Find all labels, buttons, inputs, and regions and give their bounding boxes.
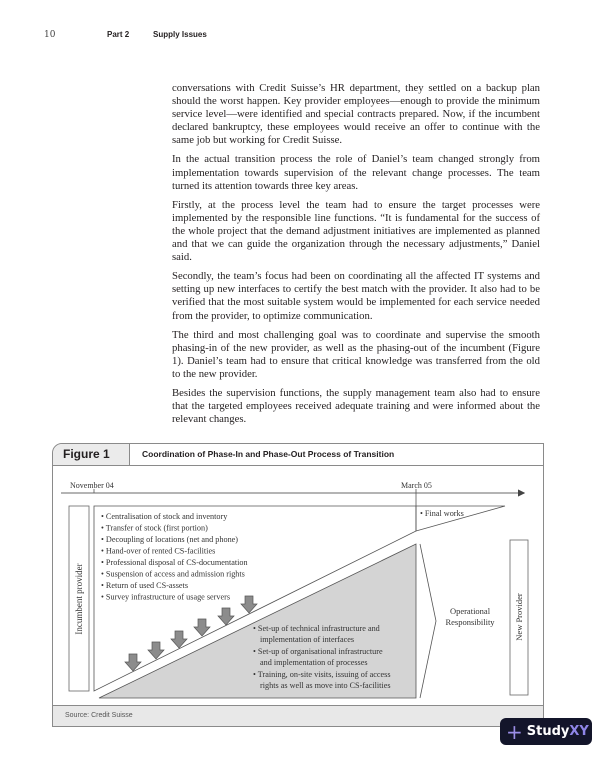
running-head [0,30,612,44]
paragraph: Secondly, the team’s focus had been on coordinating all the affected IT systems and setting up new interfaces to certify the best match with the provider. It also had to be verified that the most suitable system would be implemented for each service needed from the provider, to optimize communication. [172,270,540,322]
plus-icon: + [506,719,523,744]
operational-label: Responsibility [445,617,495,627]
paragraph: conversations with Credit Suisse’s HR department, they settled on a backup plan should the worst happen. Key provider employees—enough to provide the minimum service level—were identified and special contracts prepared. Now, if the incumbent declared bankruptcy, these employees would receive an offer to continue with the same job but working for Credit Suisse. [172,82,540,147]
brand-accent: XY [569,724,589,739]
list-item: • Hand-over of rented CS-facilities [101,546,216,556]
body-text [172,82,540,432]
timeline-end-label: March 05 [401,481,432,490]
studyxy-watermark[interactable] [500,718,592,745]
part-label: Part 2 [107,30,130,39]
page-number: 10 [44,30,56,40]
timeline-start-label: November 04 [70,481,114,490]
paragraph: In the actual transition process the role of Daniel’s team changed strongly from implementation towards supervision of the relevant change processes. The team turned its attention towards three key areas. [172,153,540,192]
list-item: • Training, on-site visits, issuing of access [253,670,391,679]
list-item: • Centralisation of stock and inventory [101,512,228,521]
transition-diagram [53,444,545,728]
figure-1 [52,443,544,727]
paragraph: The third and most challenging goal was to coordinate and supervise the smooth phasing-in of the new provider, as well as the phasing-out of the incumbent (Figure 1). Daniel’s team had to ensure that critical knowledge was transferred from the old to the new provider. [172,328,540,380]
list-item: • Set-up of organisational infrastructure [253,647,383,656]
list-item: • Professional disposal of CS-documentation [101,558,248,567]
list-item-cont: and implementation of processes [260,658,368,667]
list-item: • Transfer of stock (first portion) [101,523,208,533]
paragraph: Firstly, at the process level the team had to ensure the target processes were implemented by the responsible line functions. “It is fundamental for the success of the whole project that the demand adjustment initiatives are implemented as planned and that we can guide the organization through the necessary adjustments,” Daniel said. [172,198,540,264]
section-label: Supply Issues [153,30,207,39]
list-item: • Survey infrastructure of usage servers [101,592,231,602]
list-item: • Set-up of technical infrastructure and [253,624,380,633]
incumbent-provider-label: Incumbent provider [74,563,84,635]
list-item: • Decoupling of locations (net and phone) [101,535,239,544]
paragraph: Besides the supervision functions, the supply management team also had to ensure that the targeted employees received adequate training and were informed about the relevant changes. [172,386,540,426]
list-item-cont: implementation of interfaces [260,635,355,644]
figure-label: Figure 1 [53,444,130,465]
final-works-item: • Final works [420,509,464,518]
figure-title: Coordination of Phase-In and Phase-Out Process of Transition [142,449,395,459]
list-item: • Suspension of access and admission rights [101,569,245,579]
new-provider-label: New Provider [514,593,524,641]
chevron-right-icon [420,544,436,698]
operational-label: Operational [449,606,491,616]
list-item-cont: rights as well as move into CS-facilities [260,681,391,690]
list-item: • Return of used CS-assets [101,581,189,590]
brand-main: Study [526,724,570,739]
figure-source: Source: Credit Suisse [53,705,543,726]
